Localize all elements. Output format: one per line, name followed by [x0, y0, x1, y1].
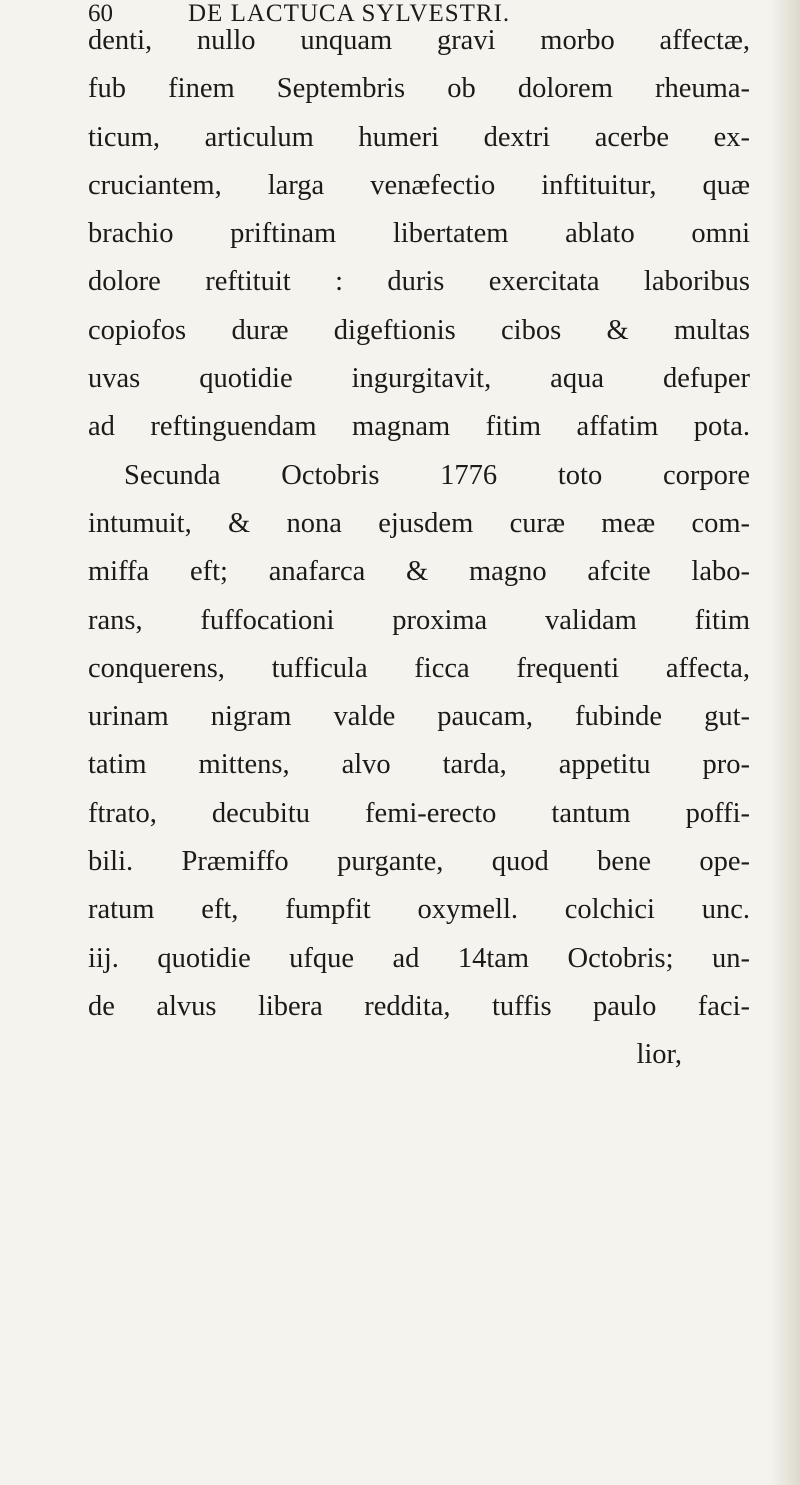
catchword-line: lior, — [636, 1039, 682, 1071]
text-line: ftrato, decubitu femi-erecto tantum poffi- — [88, 797, 750, 829]
text-line: copiofos duræ digeftionis cibos & multas — [88, 314, 750, 346]
text-line: ad reftinguendam magnam fitim affatim pota. — [88, 411, 750, 443]
text-line: bili. Præmiffo purgante, quod bene ope- — [88, 846, 750, 878]
text-line: de alvus libera reddita, tuffis paulo faci- — [88, 990, 750, 1022]
text-line: conquerens, tufficula ficca frequenti affecta, — [88, 652, 750, 684]
paragraph-start-line: Secunda Octobris 1776 toto corpore — [124, 459, 750, 491]
text-line: ratum eft, fumpfit oxymell. colchici unc. — [88, 894, 750, 926]
running-title: DE LACTUCA SYLVESTRI. — [188, 0, 511, 27]
text-line: denti, nullo unquam gravi morbo affectæ, — [88, 25, 750, 56]
text-line: ticum, articulum humeri dextri acerbe ex- — [88, 121, 750, 153]
page-edge-shadow — [770, 0, 800, 1485]
body-text — [88, 17, 750, 1080]
text-line: miffa eft; anafarca & magno afcite labo- — [88, 556, 750, 588]
text-line: cruciantem, larga venæfectio inftituitur, quæ — [88, 169, 750, 201]
text-line: urinam nigram valde paucam, fubinde gut- — [88, 701, 750, 733]
text-line: dolore reftituit : duris exercitata laboribus — [88, 266, 750, 298]
page-number: 60 — [88, 0, 113, 27]
text-line: rans, fuffocationi proxima validam fitim — [88, 604, 750, 636]
text-line: iij. quotidie ufque ad 14tam Octobris; un- — [88, 942, 750, 974]
text-line: fub finem Septembris ob dolorem rheuma- — [88, 73, 750, 105]
text-line: tatim mittens, alvo tarda, appetitu pro- — [88, 749, 750, 781]
text-line: uvas quotidie ingurgitavit, aqua defuper — [88, 363, 750, 395]
text-line: intumuit, & nona ejusdem curæ meæ com- — [88, 507, 750, 539]
text-line: brachio priftinam libertatem ablato omni — [88, 218, 750, 250]
